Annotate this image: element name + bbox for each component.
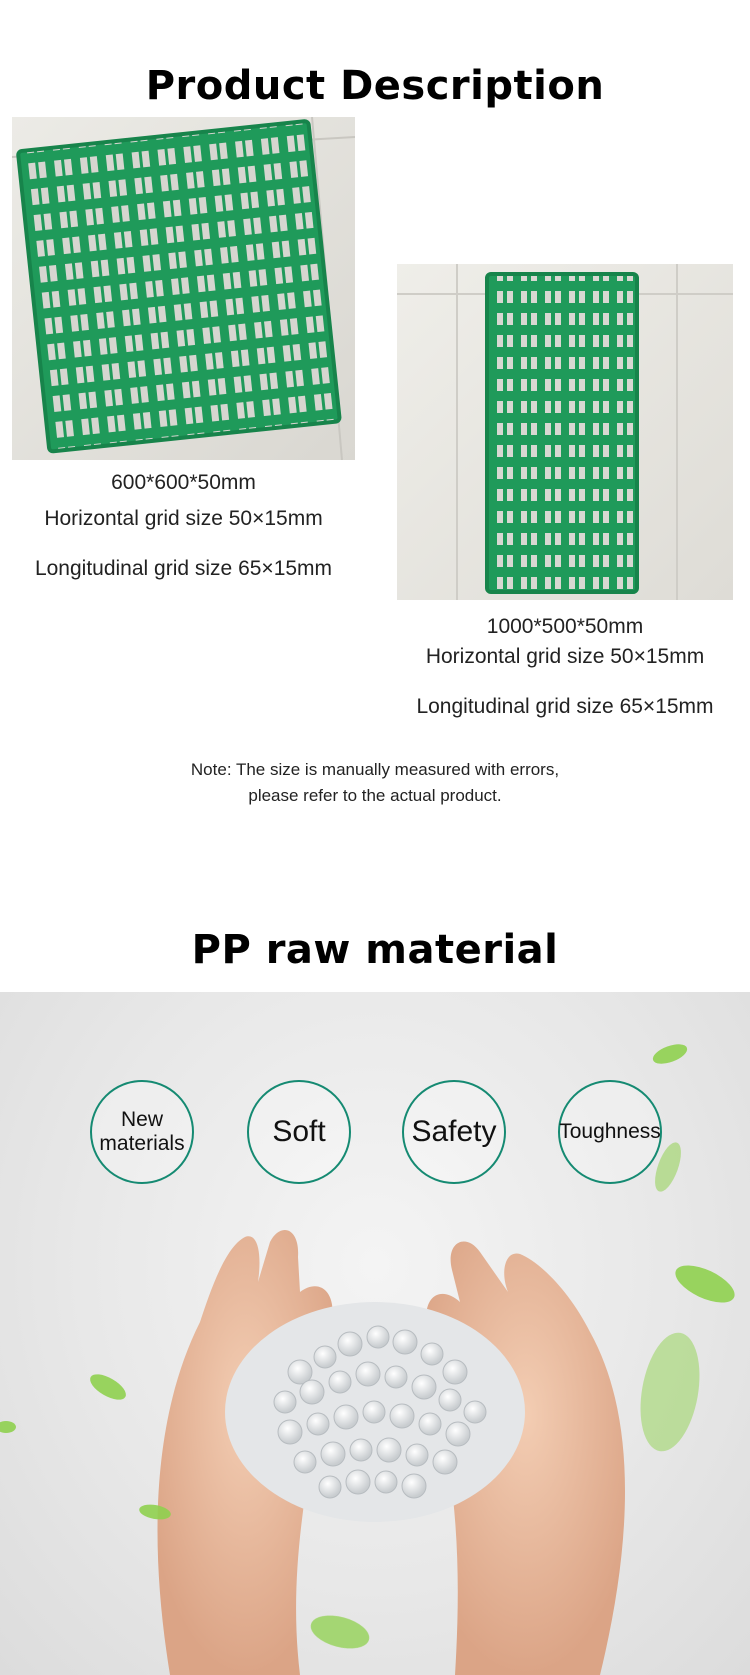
right-product-size: 1000*500*50mm bbox=[486, 615, 644, 638]
pellets-pile bbox=[225, 1302, 525, 1522]
feature-soft bbox=[247, 1080, 351, 1184]
slat-rect-photo bbox=[397, 264, 733, 600]
left-product-size: 600*600*50mm bbox=[111, 471, 256, 494]
product-description-title: Product Description bbox=[145, 63, 605, 109]
feature-toughness-label: Toughness bbox=[559, 1120, 661, 1143]
feature-new-materials bbox=[90, 1080, 194, 1184]
feature-safety-label: Safety bbox=[411, 1115, 497, 1148]
pp-material-banner bbox=[0, 992, 750, 1675]
feature-safety bbox=[402, 1080, 506, 1184]
feature-soft-label: Soft bbox=[272, 1115, 326, 1148]
right-horizontal-grid: Horizontal grid size 50×15mm bbox=[425, 645, 705, 668]
left-horizontal-grid: Horizontal grid size 50×15mm bbox=[44, 507, 323, 530]
slat-rect-image bbox=[397, 264, 733, 600]
note-line-2: please refer to the actual product. bbox=[248, 786, 502, 805]
right-longitudinal-grid: Longitudinal grid size 65×15mm bbox=[416, 695, 714, 718]
slat-square-photo bbox=[12, 117, 355, 460]
feature-toughness bbox=[558, 1080, 662, 1184]
left-longitudinal-grid: Longitudinal grid size 65×15mm bbox=[34, 557, 333, 580]
feature-new-materials-label: New materials bbox=[99, 1108, 185, 1155]
slat-square-image bbox=[12, 117, 355, 460]
pp-raw-material-title: PP raw material bbox=[191, 927, 559, 973]
note-line-1: Note: The size is manually measured with errors, bbox=[190, 760, 560, 779]
